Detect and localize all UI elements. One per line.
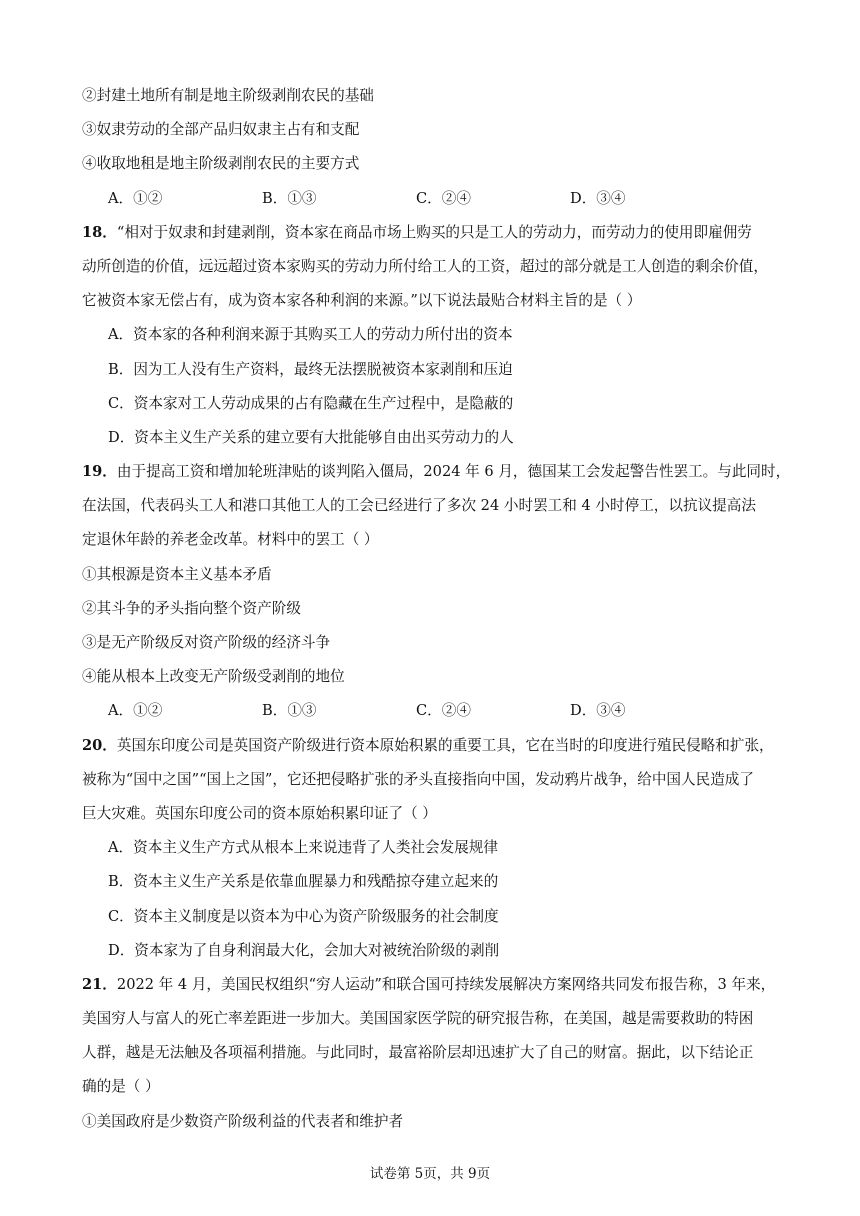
q20-option-a: A．资本主义生产方式从根本上来说违背了人类社会发展规律 (108, 839, 498, 857)
q20-stem-line-2: 被称为“国中之国”“国上之国”，它还把侵略扩张的矛头直接指向中国，发动鸦片战争，给中国人民造成了 (82, 770, 754, 788)
q21-stem-line-4: 确的是（ ） (82, 1078, 160, 1096)
q21-stem-line-2: 美国穷人与富人的死亡率差距进一步加大。美国国家医学院的研究报告称，在美国，越是需要救助的特困 (82, 1010, 754, 1028)
q19-statement-3: ③是无产阶级反对资产阶级的经济斗争 (82, 634, 331, 651)
q18-stem-line-2: 动所创造的价值，远远超过资本家购买的劳动力所付给工人的工资，超过的部分就是工人创造的剩余价值， (82, 257, 768, 275)
q20-option-b: B．资本主义生产关系是依靠血腥暴力和残酷掠夺建立起来的 (108, 873, 499, 891)
q21-stem-line-3: 人群，越是无法触及各项福利措施。与此同时，最富裕阶层却迅速扩大了自己的财富。据此，以下结论正 (82, 1044, 754, 1062)
q18-option-b: B．因为工人没有生产资料，最终无法摆脱被资本家剥削和压迫 (108, 360, 513, 378)
question-number: 19． (82, 463, 117, 481)
statement-3: ③奴隶劳动的全部产品归奴隶主占有和支配 (82, 121, 360, 139)
choice-a: A．①② (108, 189, 163, 207)
choice-b: B．①③ (262, 702, 317, 720)
question-number: 21． (82, 975, 117, 993)
q19-stem-line-1: 19．由于提高工资和增加轮班津贴的谈判陷入僵局，2024 年 6 月，德国某工会发起警告性罢工。与此同时， (82, 463, 791, 481)
q20-stem-line-1: 20．英国东印度公司是英国资产阶级进行资本原始积累的重要工具，它在当时的印度进行殖民侵略和扩张， (82, 736, 774, 754)
q20-option-d: D．资本家为了自身利润最大化，会加大对被统治阶级的剥削 (108, 941, 500, 959)
q19-statement-4: ④能从根本上改变无产阶级受剥削的地位 (82, 668, 345, 686)
q19-stem-line-2: 在法国，代表码头工人和港口其他工人的工会已经进行了多次 24 小时罢工和 4 小时停工，以抗议提高法 (82, 497, 756, 515)
q18-option-c: C．资本家对工人劳动成果的占有隐藏在生产过程中，是隐蔽的 (108, 394, 514, 412)
page-content (82, 86, 791, 1146)
q18-stem-line-1: 18．“相对于奴隶和封建剥削，资本家在商品市场上购买的只是工人的劳动力，而劳动力的使用即雇佣劳 (82, 223, 752, 241)
question-number: 18． (82, 223, 117, 241)
question-number: 20． (82, 736, 117, 754)
statement-2: ②封建土地所有制是地主阶级剥削农民的基础 (82, 87, 374, 104)
q18-option-a: A．资本家的各种利润来源于其购买工人的劳动力所付出的资本 (108, 326, 513, 344)
q21-statement-1: ①美国政府是少数资产阶级利益的代表者和维护者 (82, 1112, 404, 1130)
answer-choices-q17 (82, 189, 782, 209)
choice-a: A．①② (108, 702, 163, 720)
choice-d: D．③④ (570, 702, 626, 720)
choice-b: B．①③ (262, 189, 317, 207)
q19-stem-line-3: 定退休年龄的养老金改革。材料中的罢工（ ） (82, 531, 379, 549)
page-footer: 试卷第 5页，共 9页 (369, 1166, 491, 1182)
q20-stem-line-3: 巨大灾难。英国东印度公司的资本原始积累印证了（ ） (82, 804, 437, 822)
choice-c: C．②④ (416, 702, 471, 720)
q19-statement-2: ②其斗争的矛头指向整个资产阶级 (82, 599, 301, 617)
q21-stem-line-1: 21．2022 年 4 月，美国民权组织“穷人运动”和联合国可持续发展解决方案网络共同发布报告称，3 年来， (82, 975, 776, 993)
answer-choices-q19 (82, 701, 782, 721)
statement-4: ④收取地租是地主阶级剥削农民的主要方式 (82, 155, 360, 173)
q18-option-d: D．资本主义生产关系的建立要有大批能够自由出买劳动力的人 (108, 428, 514, 446)
q20-option-c: C．资本主义制度是以资本为中心为资产阶级服务的社会制度 (108, 907, 499, 925)
q19-statement-1: ①其根源是资本主义基本矛盾 (82, 565, 272, 583)
q18-stem-line-3: 它被资本家无偿占有，成为资本家各种利润的来源。”以下说法最贴合材料主旨的是（ ） (82, 292, 642, 310)
choice-c: C．②④ (416, 189, 471, 207)
choice-d: D．③④ (570, 189, 626, 207)
